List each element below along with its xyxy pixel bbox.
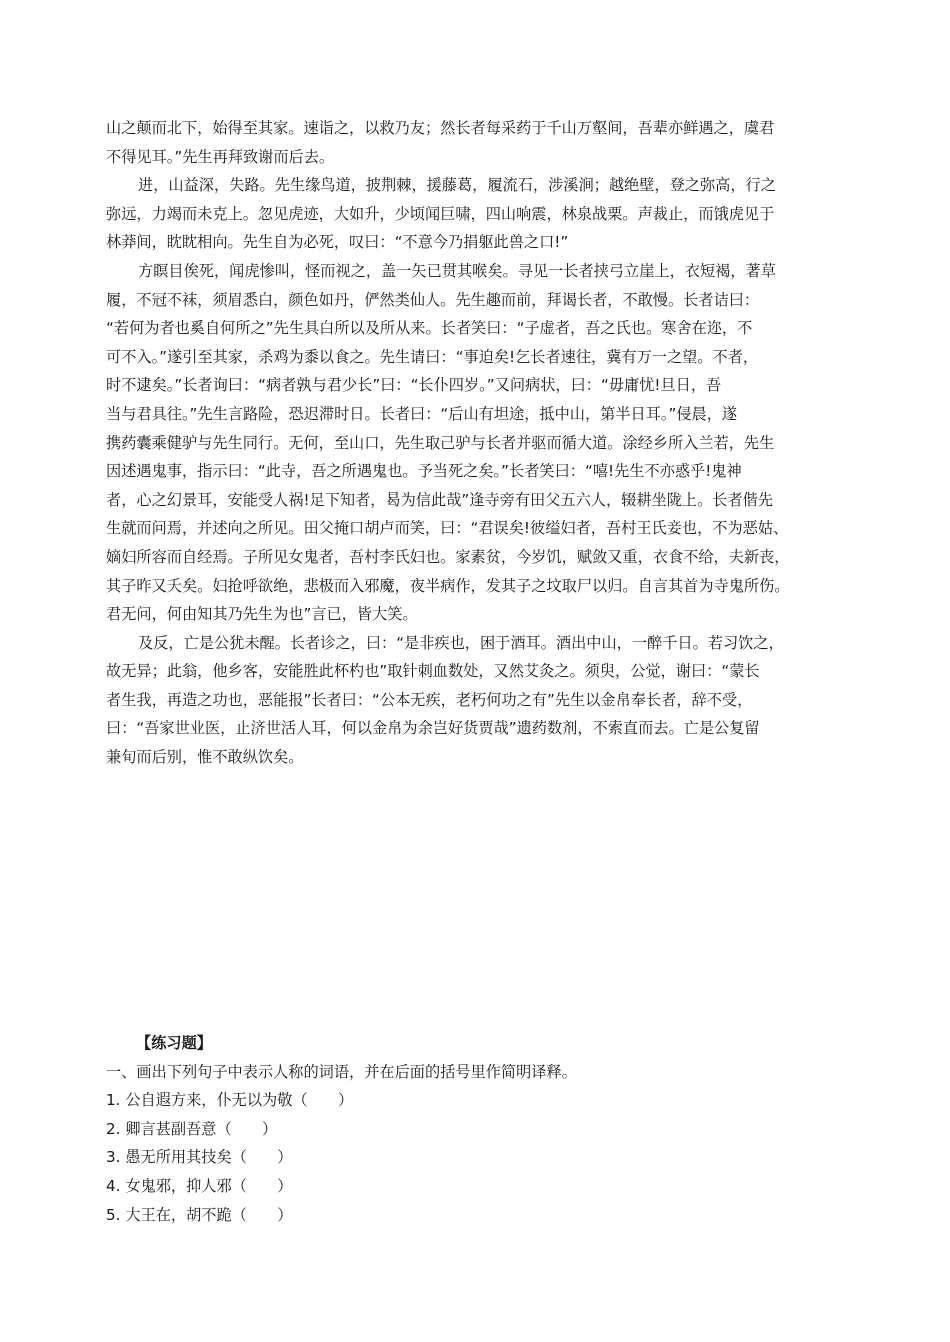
- exercise-item: 1. 公自遐方来，仆无以为敬（ ）: [106, 1091, 354, 1110]
- passage-line: 曰：“吾家世业医，止济世活人耳，何以金帛为余岂好货贾哉”遗药数剂，不索直而去。亡是公复留: [106, 719, 760, 738]
- passage-line: 携药囊乘健驴与先生同行。无何，至山口，先生取己驴与长者并驱而循大道。涂经乡所入兰若，先生: [106, 433, 775, 452]
- passage-line: 履，不冠不袜，须眉悉白，颜色如丹，俨然类仙人。先生趣而前，拜谒长者，不敢慢。长者诘曰：: [106, 290, 760, 309]
- passage-line: 时不逮矣。”长者询曰：“病者孰与君少长”曰：“长仆四岁。”又问病状，曰：“毋庸忧!旦日，吾: [106, 376, 722, 395]
- paragraph-first-line: 方瞑目俟死，闻虎惨叫，怪而视之，盖一矢已贯其喉矣。寻见一长者挟弓立崖上，衣短褐，著草: [138, 261, 776, 280]
- passage-line: 者，心之幻景耳，安能受人祸!足下知者，曷为信此哉”逢寺旁有田父五六人，辍耕坐陇上。长者偕先: [106, 490, 774, 509]
- exercise-section: [106, 1029, 866, 1229]
- passage-line: 君无问，何由知其乃先生为也”言已，皆大笑。: [106, 605, 418, 624]
- exercise-item: 2. 卿言甚副吾意（ ）: [106, 1119, 278, 1138]
- passage-line: 兼旬而后别，惟不敢纵饮矣。: [106, 748, 304, 767]
- passage-line: 弥远，力竭而未克上。忽见虎迹，大如升，少顷闻巨啸，四山响震，林泉战栗。声裁止，而饿虎见于: [106, 204, 775, 223]
- passage-text: [106, 114, 854, 772]
- passage-line: 者生我，再造之功也，恶能报”长者曰：“公本无疾，老朽何功之有”先生以金帛奉长者，辞不受，: [106, 690, 753, 709]
- exercise-item: 3. 愚无所用其技矣（ ）: [106, 1148, 293, 1167]
- passage-line: 其子昨又夭矣。妇抢呼欲绝，悲极而入邪魔，夜半病作，发其子之坟取尸以归。自言其首为寺鬼所伤。: [106, 576, 790, 595]
- exercise-instruction: 一、画出下列句子中表示人称的词语，并在后面的括号里作简明译释。: [106, 1062, 577, 1081]
- passage-line: 山之颠而北下，始得至其家。速诣之，以救乃友；然长者每采药于千山万壑间，吾辈亦鲜遇之，虞君: [106, 119, 775, 137]
- exercise-title: 【练习题】: [136, 1034, 212, 1052]
- passage-line: 当与君具往。”先生言路险，恐迟滞时日。长者曰：“后山有坦途，抵中山，第半日耳。”侵晨，遂: [106, 404, 738, 423]
- passage-line: 故无异；此翁，他乡客，安能胜此杯杓也”取针刺血数处，又然艾灸之。须臾，公觉，谢曰：“蒙长: [106, 662, 760, 681]
- passage-line: 可不入。”遂引至其家，杀鸡为黍以食之。先生请曰：“事迫矣!乞长者速往，冀有万一之望。不者，: [106, 347, 759, 366]
- exercise-item: 4. 女鬼邪，抑人邪（ ）: [106, 1176, 293, 1195]
- passage-line: 因述遇鬼事，指示曰：“此寺，吾之所遇鬼也。予当死之矣。”长者笑曰：“嘻!先生不亦惑乎!鬼神: [106, 462, 742, 481]
- passage-line: “若何为者也奚自何所之”先生具白所以及所从来。长者笑曰：“子虚者，吾之氏也。寒舍在迩，不: [106, 319, 753, 338]
- paragraph-first-line: 进，山益深，失路。先生缘鸟道，披荆棘，援藤葛，履流石，涉溪涧；越绝壁，登之弥高，行之: [138, 176, 776, 195]
- passage-line: 生就而问焉，并述向之所见。田父掩口胡卢而笑，曰：“君误矣!彼缢妇者，吾村王氏妾也，不为恶姑、: [106, 519, 789, 538]
- exercise-item: 5. 大王在，胡不跪（ ）: [106, 1205, 293, 1224]
- paragraph-first-line: 及反，亡是公犹未醒。长者诊之，曰：“是非疾也，困于酒耳。酒出中山，一醉千日。若习饮之，: [138, 633, 784, 652]
- passage-line: 不得见耳。”先生再拜致谢而后去。: [106, 147, 335, 166]
- passage-line: 林莽间，眈眈相向。先生自为必死，叹曰：“不意今乃捐躯此兽之口!”: [106, 233, 569, 252]
- passage-line: 嫡妇所容而自经焉。子所见女鬼者，吾村李氏妇也。家素贫，今岁饥，赋敛又重，衣食不给，夫新丧，: [106, 547, 790, 566]
